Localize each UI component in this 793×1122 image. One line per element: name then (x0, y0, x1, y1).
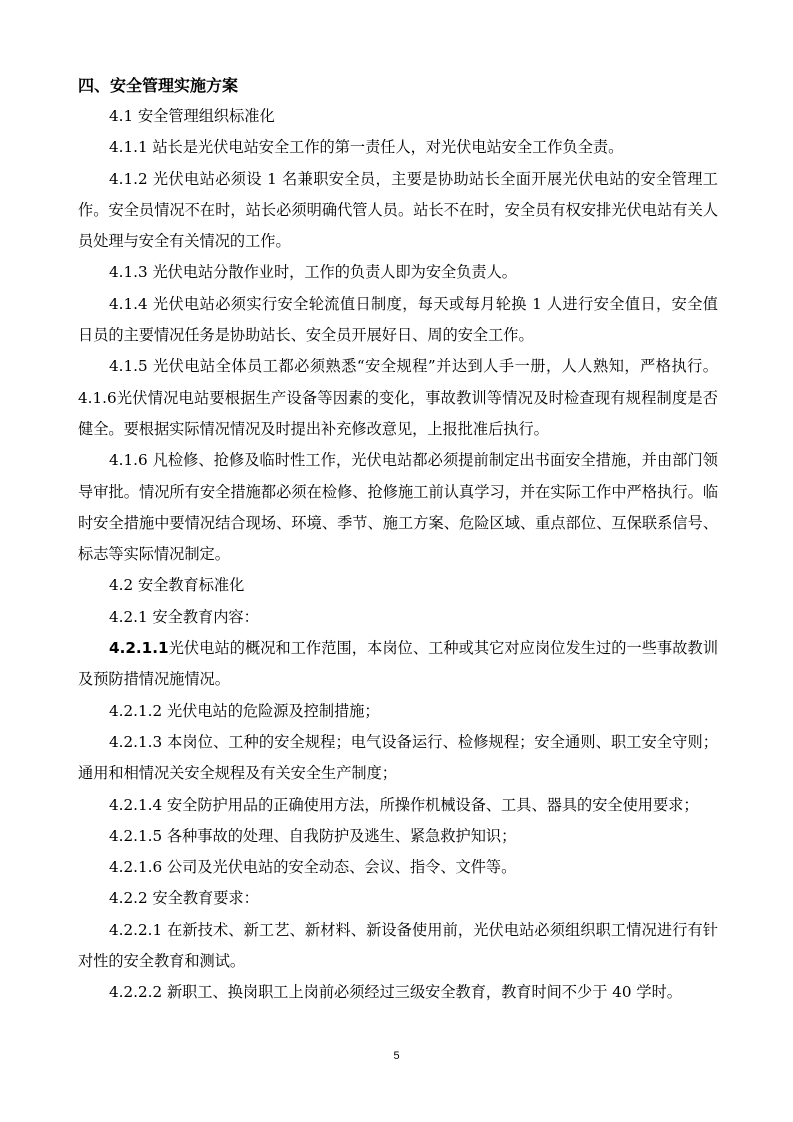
paragraph-4-1-6: 4.1.6 凡检修、抢修及临时性工作，光伏电站都必须提前制定出书面安全措施，并由部门领导审批。情况所有安全措施都必须在检修、抢修施工前认真学习，并在实际工作中严格执行。临时安全措施中要情况结合现场、环境、季节、施工方案、危险区域、重点部位、互保联系信号、标志等实际情况制定。 (78, 451, 718, 564)
paragraph-4-2-1-6: 4.2.1.6 公司及光伏电站的安全动态、会议、指令、文件等。 (109, 858, 517, 877)
paragraph-4-2-2-1: 4.2.2.1 在新技术、新工艺、新材料、新设备使用前，光伏电站必须组织职工情况进行有针对性的安全教育和测试。 (78, 920, 718, 971)
page-number: 5 (393, 1050, 400, 1062)
paragraph-4-2-1-3: 4.2.1.3 本岗位、工种的安全规程；电气设备运行、检修规程；安全通则、职工安全守则；通用和相情况关安全规程及有关安全生产制度； (78, 732, 718, 783)
section-heading: 四、安全管理实施方案 (78, 76, 239, 95)
paragraph-4-2: 4.2 安全教育标准化 (109, 576, 245, 595)
paragraph-4-1-3: 4.1.3 光伏电站分散作业时，工作的负责人即为安全负责人。 (109, 263, 517, 282)
paragraph-4-1-4: 4.1.4 光伏电站必须实行安全轮流值日制度，每天或每月轮换 1 人进行安全值日，安全值日员的主要情况任务是协助站长、安全员开展好日、周的安全工作。 (78, 294, 718, 345)
paragraph-4-1: 4.1 安全管理组织标准化 (109, 107, 275, 125)
paragraph-4-2-2: 4.2.2 安全教育要求： (109, 889, 259, 908)
paragraph-4-2-1: 4.2.1 安全教育内容： (109, 607, 259, 626)
paragraph-4-2-1-1 (78, 633, 718, 696)
paragraph-4-1-1: 4.1.1 站长是光伏电站安全工作的第一责任人，对光伏电站安全工作负全责。 (109, 138, 624, 157)
paragraph-4-2-1-4: 4.2.1.4 安全防护用品的正确使用方法，所操作机械设备、工具、器具的安全使用要求； (109, 795, 699, 814)
paragraph-4-1-5: 4.1.5 光伏电站全体员工都必须熟悉“安全规程”并达到人手一册，人人熟知，严格执行。4.1.6光伏情况电站要根据生产设备等因素的变化，事故教训等情况及时检查现有规程制度是否健全。要根据实际情况情况及时提出补充修改意见，上报批准后执行。 (78, 357, 718, 438)
paragraph-4-2-1-5: 4.2.1.5 各种事故的处理、自我防护及逃生、紧急救护知识； (109, 826, 517, 845)
document-page (78, 70, 718, 1009)
paragraph-4-2-1-2: 4.2.1.2 光伏电站的危险源及控制措施； (109, 701, 380, 720)
paragraph-lead-number: 4.2.1.1 (109, 639, 169, 658)
paragraph-body: 光伏电站的概况和工作范围，本岗位、工种或其它对应岗位发生过的一些事故教训及预防措情况施情况。 (78, 639, 718, 689)
paragraph-4-1-2: 4.1.2 光伏电站必须设 1 名兼职安全员，主要是协助站长全面开展光伏电站的安全管理工作。安全员情况不在时，站长必须明确代管人员。站长不在时，安全员有权安排光伏电站有关人员处理与安全有关情况的工作。 (78, 169, 718, 251)
paragraph-4-2-2-2: 4.2.2.2 新职工、换岗职工上岗前必须经过三级安全教育，教育时间不少于 40 学时。 (109, 983, 682, 1002)
